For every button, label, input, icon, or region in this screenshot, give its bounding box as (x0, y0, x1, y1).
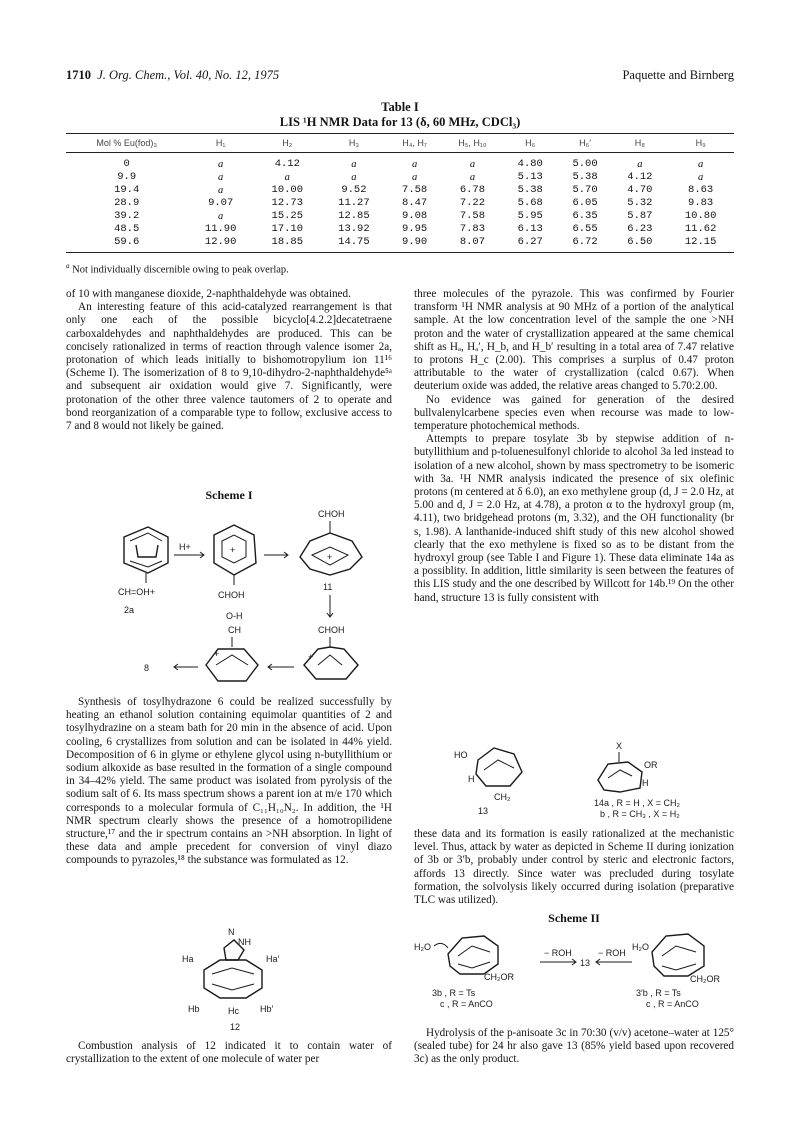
table-row (66, 197, 734, 210)
label-hb-prime: Hb′ (260, 1004, 274, 1014)
structure-bottom-middle (206, 611, 258, 681)
table-cell: a (412, 172, 418, 183)
table-cell: 59.6 (66, 236, 187, 253)
table-cell: 12.73 (271, 197, 304, 209)
structure-bottom-right (304, 625, 358, 679)
table-cell: 9.08 (402, 210, 428, 222)
table-cell: a (218, 159, 224, 170)
table-cell: 9.52 (341, 184, 367, 196)
label-3b-right: 3′b , R = Ts (636, 988, 681, 998)
table-cell: 6.55 (572, 223, 598, 235)
label-hb: Hb (188, 1004, 200, 1014)
right-column-bottom (414, 1027, 734, 1067)
table-cell: 12.90 (187, 236, 254, 253)
table-cell: 5.00 (572, 158, 598, 170)
table-cell: 5.13 (517, 171, 543, 183)
column-header: H₁ (187, 134, 254, 153)
footnote-text: Not individually discernible owing to peak overlap. (72, 264, 289, 276)
paragraph: An interesting feature of this acid-catalyzed rearrangement is that only one each of the possible bicyclo[4.2.2]decatetraene carboxaldehydes and naphthaldehydes are produced. This can be concisely rationalized in terms of reaction through valence isomer 2a, protonation of which leads initially to bishomotropylium ion 11¹⁶ (Scheme I). The isomerization of 8 to 9,10-dihydro-2-naphthaldehyde⁵ᵃ and subsequent air oxidation would give 7. Significantly, were protonation of the other three valence tautomers of 2 to operate and bond reorganization of a comparable type to follow, exclusive access to 7 and 8 would not likely be gained. (66, 301, 392, 433)
table-footnote (66, 262, 289, 276)
table-cell: 11.90 (204, 223, 237, 235)
table-row (66, 236, 734, 253)
table-cell: a (351, 172, 357, 183)
table-cell: 15.25 (271, 210, 304, 222)
left-column-bottom (66, 1040, 392, 1066)
table-cell: 48.5 (114, 223, 140, 235)
table-cell: 7.83 (459, 223, 486, 235)
paragraph: these data and its formation is easily rationalized at the mechanistic level. Thus, attack by water as depicted in Scheme II during ionization of 3b or 3′b, probably under control by steric and electronic factors, affords 13 directly. Since water was precluded during tosylate formation, the solvolysis likely occurred during isolation (preparative TLC was utilized). (414, 828, 734, 907)
label-12: 12 (230, 1022, 241, 1032)
table-cell: 6.72 (558, 236, 613, 253)
table-cell: a (698, 172, 704, 183)
structure-3b-right (632, 934, 720, 1009)
label-n: N (228, 927, 235, 937)
table-cell: 5.95 (517, 210, 543, 222)
table-cell: 9.9 (117, 171, 137, 183)
label-3b-left: 3b , R = Ts (432, 988, 476, 998)
table-cell: 9.83 (688, 197, 714, 209)
right-column-top (414, 288, 734, 605)
label-h: H (642, 778, 649, 788)
table-title: Table I (381, 100, 419, 114)
table-cell: 9.07 (208, 197, 234, 209)
label-x: X (616, 741, 623, 751)
table-cell: 11.27 (338, 197, 370, 209)
label-8: 8 (144, 663, 150, 673)
table-cell: 8.47 (402, 197, 428, 209)
label-ch: CH (228, 625, 241, 635)
plus-sign: + (327, 552, 333, 562)
label-13: 13 (478, 806, 489, 816)
table-cell: 11.62 (684, 223, 717, 235)
table-cell: 9.95 (402, 223, 428, 235)
table-cell: a (412, 159, 418, 170)
column-header: H₃ (321, 134, 388, 153)
table-cell: 9.90 (387, 236, 442, 253)
structure-12 (178, 926, 298, 1032)
paragraph: No evidence was gained for generation of the desired bullvalenylcarbene species even when recourse was made to low-temperature photochemical methods. (414, 393, 734, 433)
table-row (66, 210, 734, 223)
column-header: H₆ (503, 134, 558, 153)
label-2a: 2a (124, 605, 135, 615)
label-nh: NH (238, 937, 251, 947)
column-header: Mol % Eu(fod)₃ (66, 134, 187, 153)
table-cell: 4.80 (517, 158, 543, 170)
label-h2o-left: H₂O (414, 942, 431, 952)
label-hplus: H+ (179, 542, 191, 552)
table-cell: 6.13 (517, 223, 543, 235)
paragraph: Combustion analysis of 12 indicated it to contain water of crystallization to the extent of one molecule of water per (66, 1040, 392, 1066)
label-ch2: CH₂ (494, 792, 511, 802)
paragraph: three molecules of the pyrazole. This was confirmed by Fourier transform ¹H NMR analysis at 90 MHz of a portion of the analytical sample. At the low concentration level of the sample the one >NH proton and the water of crystallization appeared at the same chemical shift as Hₐ, Hₐ′, H_b, and H_b′ resulting in a total area of 7.47 relative to protons H_c (2.00). This comprises a surplus of 0.47 proton attributable to the water of crystallization (calcd 0.67). When deuterium oxide was added, the relative areas changed to 5.70:2.00. (414, 288, 734, 393)
table-header-row (66, 134, 734, 153)
label-choh-b: CHOH (318, 509, 345, 519)
table-cell: 6.23 (627, 223, 653, 235)
table-cell: 4.12 (627, 171, 653, 183)
structure-intermediate (214, 525, 256, 600)
table-caption-block (66, 100, 734, 130)
label-3c-right: c , R = AnCO (646, 999, 699, 1009)
label-oh-plus: CH=OH+ (118, 587, 156, 597)
table-cell: 13.92 (338, 223, 370, 235)
label-choh-a: CHOH (218, 590, 245, 600)
table-cell: 6.35 (572, 210, 598, 222)
table-cell: a (284, 172, 290, 183)
table-cell: 28.9 (114, 197, 140, 209)
table-cell: 4.70 (627, 184, 653, 196)
table-cell: 6.05 (572, 197, 598, 209)
column-header: H₅, H₁₀ (442, 134, 503, 153)
paragraph: Synthesis of tosylhydrazone 6 could be realized successfully by heating an ethanol solution containing equimolar quantities of 2 and tosylhydrazine on a steam bath for 20 min in the absence of acid. Upon cooling, 6 crystallizes from solution and can be isolated in 44% yield. Decomposition of 6 in glyme or ethylene glycol using n-butyllithium or sodium alkoxide as base resulted in the formation of a single compound in 34–42% yield. The same product was isolated from pyrolysis of the sodium salt of 6. Its mass spectrum shows a parent ion at m/e 170 which corresponds to a molecular formula of C₁₁H₁₀N₂. In addition, the ¹H NMR spectrum clearly shows the presence of a homotropilidene structure,¹⁷ and the ir spectrum contains an >NH absorption. In light of these data and ample precedent for conversion of vinyl diazo compounds to pyrazoles,¹⁸ the substance was formulated as 12. (66, 696, 392, 867)
label-14a: 14a , R = H , X = CH₂ (594, 798, 681, 808)
structure-bishomotropylium (300, 509, 362, 575)
table-cell: 5.38 (517, 184, 543, 196)
table-row (66, 153, 734, 172)
paragraph: Hydrolysis of the p-anisoate 3c in 70:30 (v/v) acetone–water at 125° (sealed tube) for 24 hr also gave 13 (85% yield based upon recovered 3c) as the only product. (414, 1027, 734, 1066)
table-cell: 17.10 (271, 223, 304, 235)
table-row (66, 184, 734, 197)
running-header-left (66, 68, 279, 83)
structure-13 (454, 748, 522, 816)
scheme-1-heading: Scheme I (205, 488, 253, 502)
table-cell: 12.15 (667, 236, 734, 253)
plus-sign: + (308, 652, 314, 662)
column-header: H₉ (667, 134, 734, 153)
structure-2a (118, 527, 168, 615)
label-3c-left: c , R = AnCO (440, 999, 493, 1009)
label-roh-a: − ROH (544, 948, 572, 958)
table-cell: a (469, 172, 476, 183)
right-column-mid (414, 828, 734, 907)
left-column-mid (66, 696, 392, 868)
table-cell: 6.27 (503, 236, 558, 253)
table-cell: a (218, 185, 224, 196)
scheme-2-diagram (414, 928, 734, 1018)
table-cell: 5.38 (572, 171, 598, 183)
table-cell: 7.58 (459, 210, 486, 222)
table-cell: 5.32 (627, 197, 653, 209)
label-ha: Ha (182, 954, 194, 964)
left-column-top (66, 288, 392, 433)
table-cell: 0 (123, 158, 130, 170)
paragraph: of 10 with manganese dioxide, 2-naphthaldehyde was obtained. (66, 288, 351, 300)
label-ho: HO (454, 750, 468, 760)
table-body (66, 153, 734, 253)
column-header: H₂ (254, 134, 321, 153)
table-cell: 19.4 (114, 184, 140, 196)
table-cell: 6.78 (459, 184, 486, 196)
table-cell: 4.12 (274, 158, 300, 170)
label-oh: O-H (226, 611, 243, 621)
table-cell: a (469, 159, 476, 170)
column-header: H₄, H₇ (387, 134, 442, 153)
scheme-2-heading: Scheme II (548, 911, 600, 925)
label-hc: Hc (228, 1006, 239, 1016)
table-cell: 5.70 (572, 184, 598, 196)
table-cell: 14.75 (321, 236, 388, 253)
table-row (66, 171, 734, 184)
table-cell: a (351, 159, 357, 170)
table-cell: 5.68 (517, 197, 543, 209)
label-h: H (468, 774, 475, 784)
table-cell: 6.50 (612, 236, 667, 253)
table-cell: a (698, 159, 704, 170)
table-cell: 7.22 (459, 197, 486, 209)
column-header: H₈ (612, 134, 667, 153)
label-14b: b , R = CH₃ , X = H₂ (600, 809, 680, 819)
structures-13-14 (414, 740, 734, 820)
table-cell: 8.63 (688, 184, 714, 196)
table-cell: a (218, 172, 224, 183)
label-ha-prime: Ha′ (266, 954, 280, 964)
page-number: 1710 (66, 68, 91, 82)
table-cell: 39.2 (114, 210, 140, 222)
lis-nmr-table (66, 133, 734, 253)
label-or: OR (644, 760, 658, 770)
table-cell: 7.58 (402, 184, 428, 196)
table-cell: 10.00 (271, 184, 304, 196)
structure-14 (594, 741, 681, 819)
label-choh-c: CHOH (318, 625, 345, 635)
running-header-authors: Paquette and Birnberg (622, 68, 734, 82)
label-11: 11 (323, 582, 333, 592)
plus-sign: + (214, 649, 220, 659)
scheme-1-diagram (66, 505, 396, 690)
journal-citation: J. Org. Chem., Vol. 40, No. 12, 1975 (97, 68, 280, 82)
label-ch2or-left: CH₂OR (484, 972, 514, 982)
column-header: H₆′ (558, 134, 613, 153)
paragraph: Attempts to prepare tosylate 3b by stepwise addition of n-butyllithium and p-toluenesulfonyl chloride to alcohol 3a led instead to isolation of a new alcohol, shown by mass spectrometry to be isomeric with 3a. ¹H NMR analysis indicated the presence of six olefinic protons (m centered at δ 6.0), an exo methylene group (d, J = 2.0 Hz, at 5.00 and d, J = 2.0 Hz, at 4.78), a proton α to the hydroxyl group (m, 4.11), two bridgehead protons (m, 3.32), and the OH functionality (br s, 1.98). A lanthanide-induced shift study of this new alcohol showed clearly that the exo methylene is fixed so as to be distant from the hydroxyl group (see Table I and Figure 1). These data eliminate 14a as a possiblity. In addition, little similarity is seen between the features of this LIS study and the one described by Willcott for 14b.¹⁹ On the other hand, structure 13 is fully consistent with (414, 433, 734, 604)
table-cell: a (637, 159, 643, 170)
table-cell: a (218, 211, 224, 222)
table-caption: LIS ¹H NMR Data for 13 (δ, 60 MHz, CDCl₃) (279, 115, 521, 129)
table-cell: 5.87 (627, 210, 653, 222)
label-ch2or-right: CH₂OR (690, 974, 720, 984)
label-h2o-right: H₂O (632, 942, 649, 952)
table-cell: 10.80 (684, 210, 717, 222)
footnote-mark: a (66, 262, 70, 270)
table-row (66, 223, 734, 236)
structure-3b-left (414, 936, 514, 1009)
table-cell: 12.85 (338, 210, 370, 222)
table-cell: 8.07 (442, 236, 503, 253)
label-13-product: 13 (580, 958, 591, 968)
table-cell: 18.85 (254, 236, 321, 253)
plus-sign: + (230, 545, 236, 555)
label-roh-b: − ROH (598, 948, 626, 958)
